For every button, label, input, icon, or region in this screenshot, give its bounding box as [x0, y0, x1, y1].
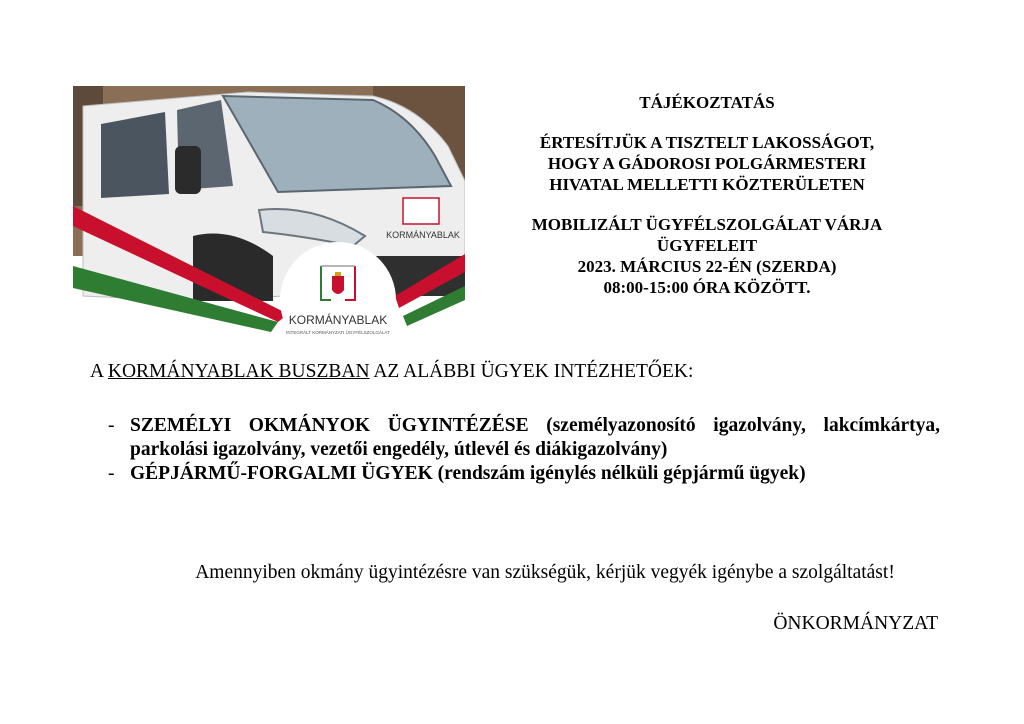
- notice-time: 08:00-15:00 ÓRA KÖZÖTT.: [603, 278, 811, 297]
- notice-title: TÁJÉKOZTATÁS: [639, 93, 775, 112]
- list-item-text: SZEMÉLYI OKMÁNYOK ÜGYINTÉZÉSE (személyazonosító igazolvány, lakcímkártya, parkolási igazolvány, vezetői engedély, útlevél és diákigazolvány): [130, 415, 940, 460]
- services-list: [108, 414, 940, 486]
- van-logo-text: KORMÁNYABLAK: [386, 230, 460, 240]
- coat-of-arms-icon: [332, 276, 344, 294]
- closing-request: Amennyiben okmány ügyintézésre van szükségük, kérjük vegyék igénybe a szolgáltatást!: [195, 562, 895, 583]
- list-item: [108, 414, 940, 462]
- notice-line: HIVATAL MELLETTI KÖZTERÜLETEN: [549, 175, 865, 194]
- list-dash: -: [108, 415, 115, 436]
- notice-line: ÜGYFELEIT: [656, 236, 758, 255]
- notice-date: 2023. MÁRCIUS 22-ÉN (SZERDA): [577, 257, 837, 276]
- notice-paragraph-1: [472, 132, 942, 195]
- list-item-text: GÉPJÁRMŰ-FORGALMI ÜGYEK (rendszám igénylés nélküli gépjármű ügyek): [130, 463, 806, 484]
- notice-line: MOBILIZÁLT ÜGYFÉLSZOLGÁLAT VÁRJA: [531, 215, 883, 234]
- intro-suffix: AZ ALÁBBI ÜGYEK INTÉZHETŐEK:: [369, 361, 694, 382]
- signature: ÖNKORMÁNYZAT: [773, 613, 938, 634]
- intro-prefix: A: [90, 361, 108, 382]
- logo-text: KORMÁNYABLAK: [288, 313, 388, 327]
- intro-underlined: KORMÁNYABLAK BUSZBAN: [107, 361, 370, 382]
- list-item: [108, 462, 940, 486]
- notice-line: ÉRTESÍTJÜK A TISZTELT LAKOSSÁGOT,: [539, 133, 875, 152]
- notice-info: [472, 92, 942, 298]
- list-dash: -: [108, 463, 115, 484]
- notice-paragraph-2: [472, 214, 942, 298]
- logo-subtext: INTEGRÁLT KORMÁNYZATI ÜGYFÉLSZOLGÁLAT: [286, 330, 390, 335]
- kormanyablak-van-image: [73, 86, 465, 348]
- notice-line: HOGY A GÁDOROSI POLGÁRMESTERI: [547, 154, 867, 173]
- services-intro: [90, 360, 950, 384]
